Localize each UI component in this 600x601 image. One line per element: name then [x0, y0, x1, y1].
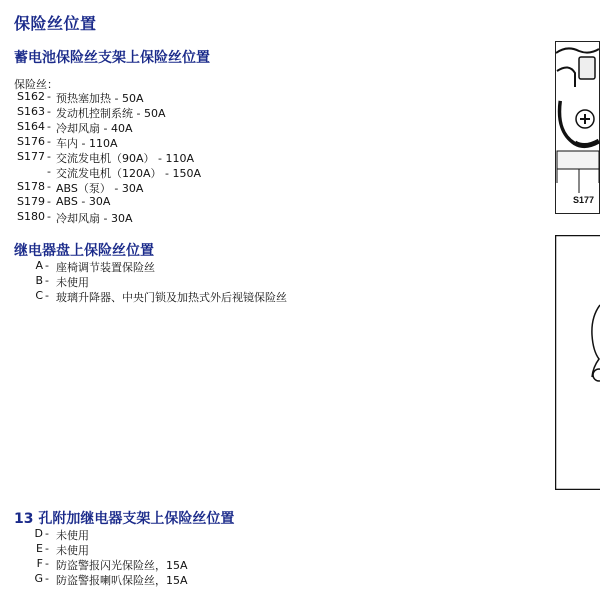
aux-relay-fuse-heading: 13 孔附加继电器支架上保险丝位置 [14, 511, 235, 527]
fuse-code: G [34, 572, 43, 585]
separator: - [47, 180, 51, 193]
fuse-code: S179 [17, 195, 45, 208]
separator: - [45, 259, 49, 272]
separator: - [45, 557, 49, 570]
fuse-code: E [36, 542, 43, 555]
fuse-description: 未使用 [56, 544, 89, 557]
fuse-description: 冷却风扇 - 30A [56, 212, 133, 225]
fuse-code: A [35, 259, 43, 272]
fuse-code: S164 [17, 120, 45, 133]
fuse-description: 防盗警报喇叭保险丝，15A [56, 574, 188, 587]
fuse-description: 车内 - 110A [56, 137, 118, 150]
separator: - [47, 135, 51, 148]
fuse-description: ABS（泵） - 30A [56, 182, 144, 195]
fuse-code: S176 [17, 135, 45, 148]
fuse-code: S162 [17, 90, 45, 103]
fuse-description: ABS - 30A [56, 195, 111, 208]
page-title: 保险丝位置 [14, 14, 97, 33]
separator: - [47, 120, 51, 133]
fuse-description: 交流发电机（90A） - 110A [56, 152, 195, 165]
fuse-description: 未使用 [56, 276, 89, 289]
fuse-code: C [35, 289, 43, 302]
separator: - [47, 150, 51, 163]
battery-fuse-heading: 蓄电池保险丝支架上保险丝位置 [14, 50, 210, 66]
fuse-description: 座椅调节装置保险丝 [56, 261, 155, 274]
figure-callout-label: S177 [573, 195, 595, 205]
fuse-description: 发动机控制系统 - 50A [56, 107, 166, 120]
fuse-description: 防盗警报闪光保险丝，15A [56, 559, 188, 572]
battery-fuse-figure [555, 41, 600, 214]
separator: - [47, 90, 51, 103]
fuse-description: 预热塞加热 - 50A [56, 92, 144, 105]
fuse-code: S163 [17, 105, 45, 118]
separator: - [45, 527, 49, 540]
fuse-code: S177 [17, 150, 45, 163]
separator: - [47, 105, 51, 118]
fuse-description: 交流发电机（120A） - 150A [56, 167, 202, 180]
fuse-code: B [35, 274, 43, 287]
separator: - [45, 572, 49, 585]
separator: - [45, 289, 49, 302]
relay-panel-figure [555, 235, 600, 490]
separator: - [47, 210, 51, 223]
separator: - [47, 165, 51, 178]
fuse-code: F [36, 557, 43, 570]
fuse-description: 未使用 [56, 529, 89, 542]
fuse-label: 保险丝： [14, 78, 58, 91]
relay-panel-illustration [555, 235, 600, 490]
separator: - [45, 542, 49, 555]
battery-fuse-illustration [555, 41, 600, 214]
separator: - [47, 195, 51, 208]
fuse-code: S178 [17, 180, 45, 193]
separator: - [45, 274, 49, 287]
relay-fuse-heading: 继电器盘上保险丝位置 [14, 243, 154, 259]
fuse-code: D [34, 527, 43, 540]
fuse-description: 玻璃升降器、中央门锁及加热式外后视镜保险丝 [56, 291, 287, 304]
fuse-description: 冷却风扇 - 40A [56, 122, 133, 135]
fuse-code: S180 [17, 210, 45, 223]
